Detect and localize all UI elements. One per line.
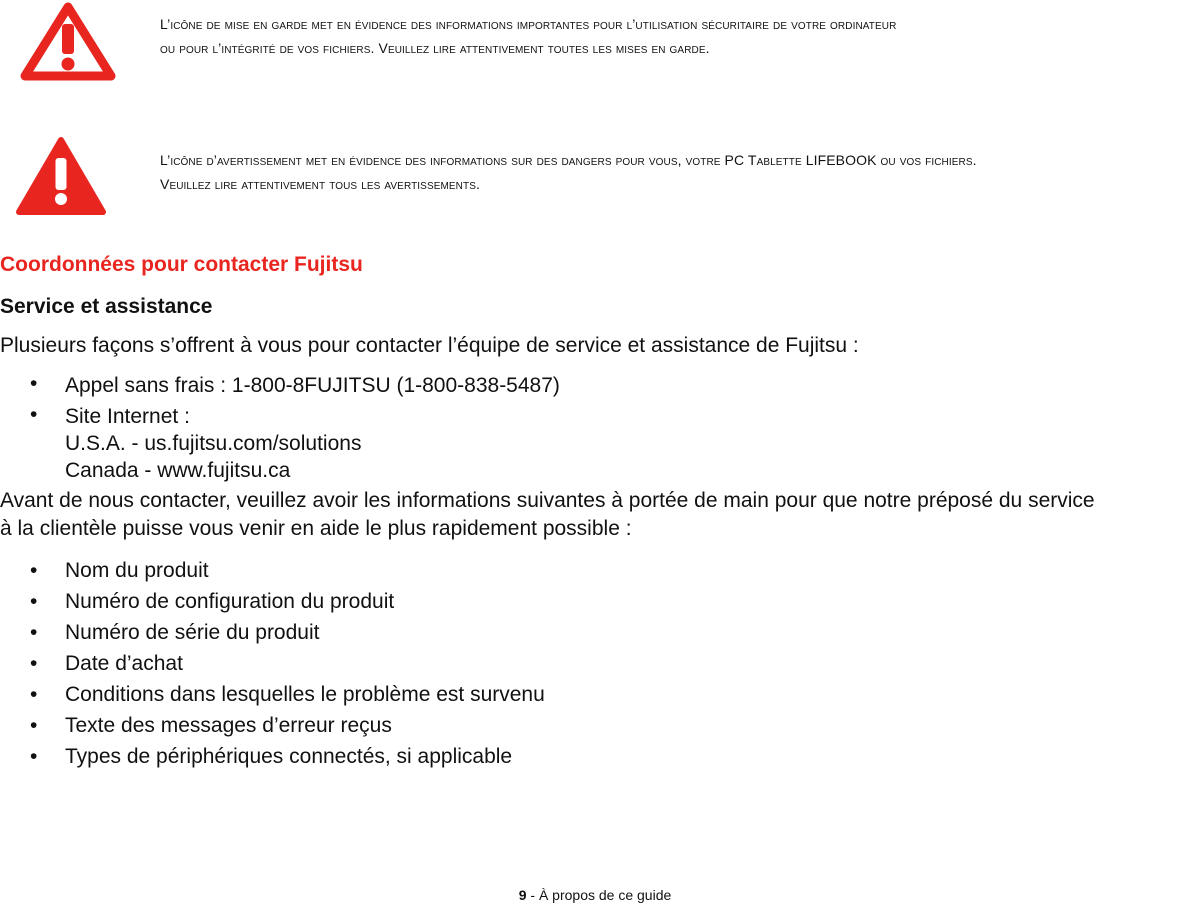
- contact-list: [0, 372, 560, 488]
- paragraph-line: à la clientèle puisse vous venir en aide le plus rapidement possible :: [0, 517, 632, 540]
- list-item-text: Site Internet :: [65, 405, 190, 428]
- list-item: [0, 403, 560, 484]
- list-item-text: Numéro de série du produit: [65, 621, 320, 644]
- bullet-icon: •: [30, 403, 38, 426]
- list-item-text: Nom du produit: [65, 559, 209, 582]
- list-item-text: U.S.A. - us.fujitsu.com/solutions: [65, 432, 362, 455]
- warning-notice: [160, 148, 977, 196]
- warning-triangle-icon: [16, 136, 106, 216]
- list-item-text: Conditions dans lesquelles le problème est survenu: [65, 683, 545, 706]
- page-footer: [0, 886, 1190, 904]
- bullet-icon: •: [30, 683, 38, 706]
- bullet-icon: •: [30, 559, 38, 582]
- bullet-icon: •: [30, 621, 38, 644]
- bullet-icon: •: [30, 714, 38, 737]
- caution-triangle-icon: [20, 0, 116, 82]
- footer-text: - À propos de ce guide: [526, 887, 672, 903]
- caution-notice: [160, 12, 896, 60]
- list-item: [0, 679, 545, 710]
- sub-title: Service et assistance: [0, 295, 213, 318]
- preparation-paragraph: [0, 487, 1190, 543]
- bullet-icon: •: [30, 745, 38, 768]
- info-list: [0, 555, 545, 772]
- list-item: [0, 741, 545, 772]
- list-item: [0, 555, 545, 586]
- bullet-icon: •: [30, 590, 38, 613]
- list-item-text: Date d’achat: [65, 652, 183, 675]
- list-item: [0, 617, 545, 648]
- list-item: [0, 710, 545, 741]
- list-item-text: Appel sans frais : 1-800-8FUJITSU (1-800-838-5487): [65, 374, 560, 397]
- caution-notice-line: L’icône de mise en garde met en évidence des informations importantes pour l’utilisation sécuritaire de votre ordinateur: [160, 16, 897, 32]
- paragraph-line: Avant de nous contacter, veuillez avoir les informations suivantes à portée de main pour que notre préposé du service: [0, 489, 1095, 512]
- list-item: [0, 372, 560, 399]
- bullet-icon: •: [30, 652, 38, 675]
- list-item-text: Numéro de configuration du produit: [65, 590, 395, 613]
- section-title: Coordonnées pour contacter Fujitsu: [0, 253, 363, 276]
- caution-notice-line: ou pour l’intégrité de vos fichiers. Veuillez lire attentivement toutes les mises en garde.: [160, 40, 710, 56]
- list-item-text: Canada - www.fujitsu.ca: [65, 459, 291, 482]
- list-item-text: Texte des messages d’erreur reçus: [65, 714, 392, 737]
- warning-notice-line: L’icône d’avertissement met en évidence des informations sur des dangers pour vous, votre PC Tablette LIFEBOOK ou vos fichiers.: [160, 152, 977, 168]
- list-item: [0, 586, 545, 617]
- list-item-text: Types de périphériques connectés, si applicable: [65, 745, 513, 768]
- bullet-icon: •: [30, 372, 38, 395]
- page-number: 9: [518, 887, 527, 903]
- list-item: [0, 648, 545, 679]
- warning-notice-line: Veuillez lire attentivement tous les avertissements.: [160, 176, 480, 192]
- intro-paragraph: Plusieurs façons s’offrent à vous pour contacter l’équipe de service et assistance de Fujitsu :: [0, 334, 859, 357]
